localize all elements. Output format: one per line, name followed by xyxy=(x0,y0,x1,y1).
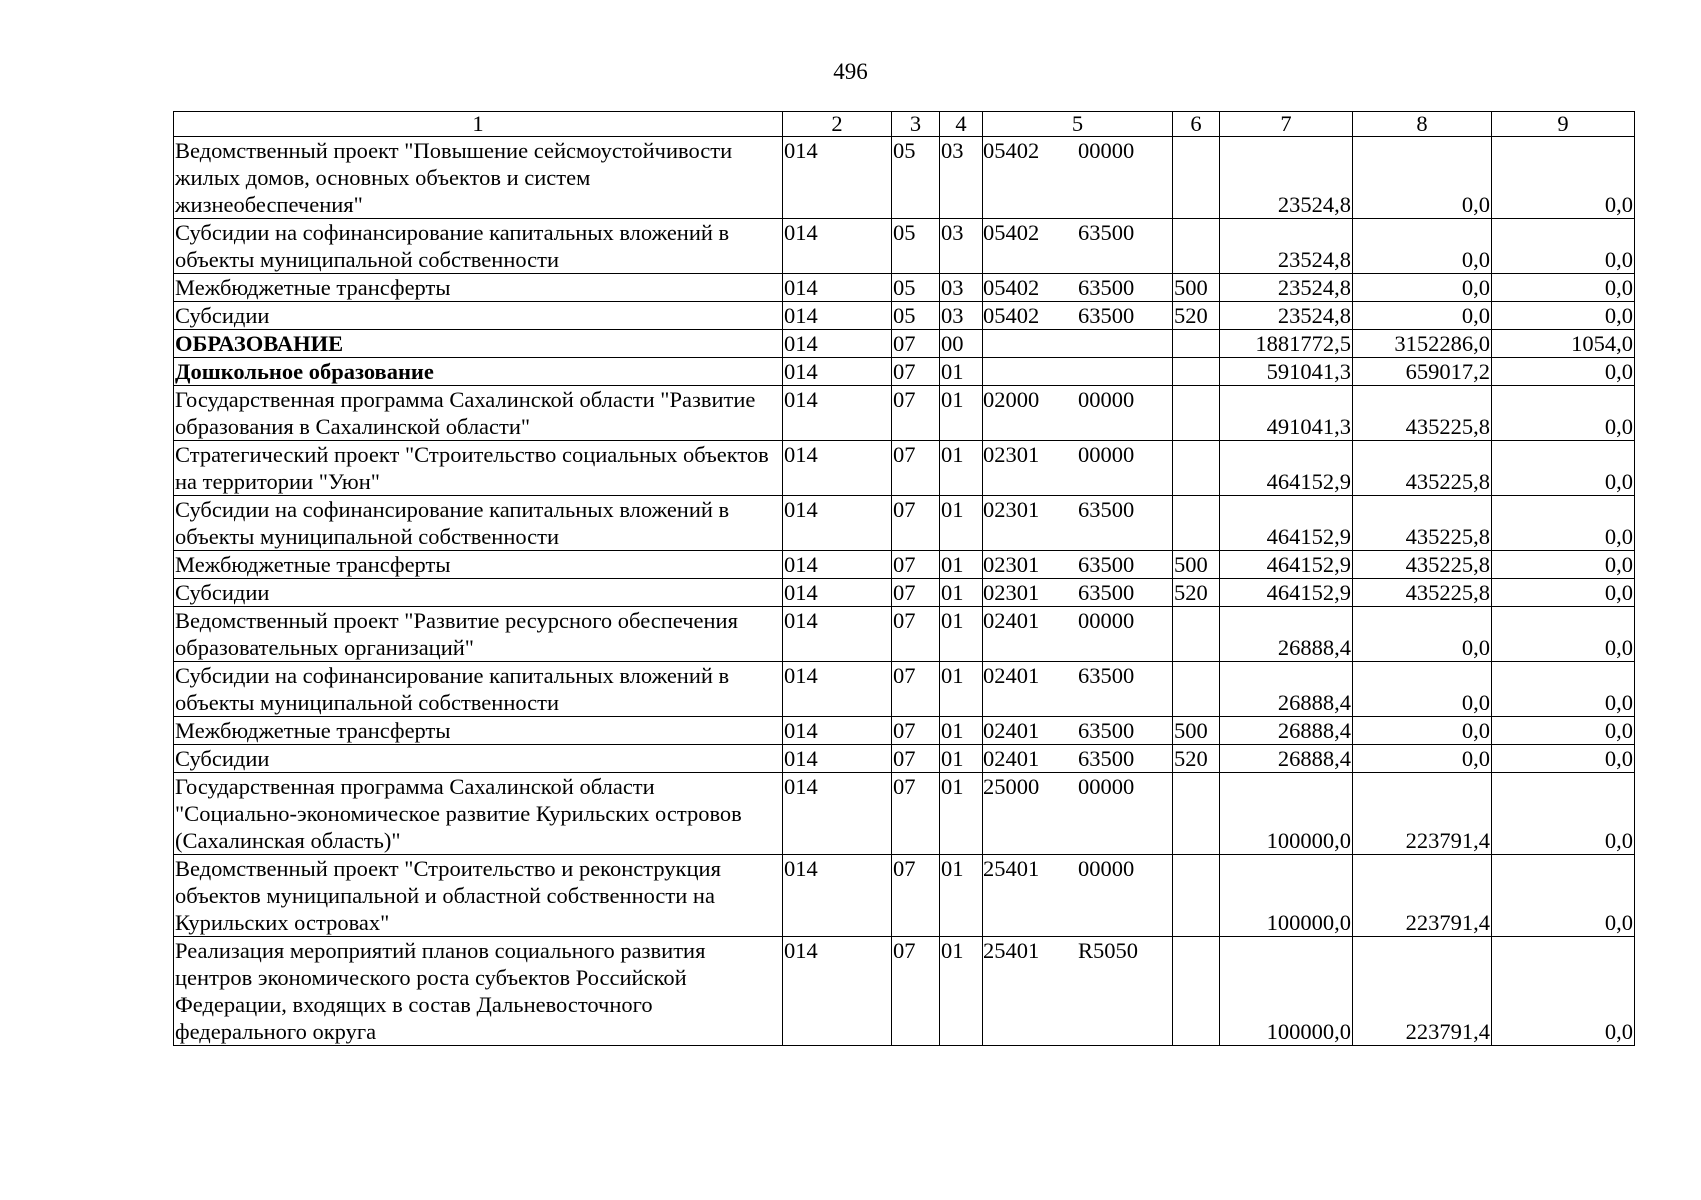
table-row xyxy=(174,386,1635,441)
subsection-cell: 01 xyxy=(940,662,983,717)
subsection-cell: 01 xyxy=(940,496,983,551)
table-row xyxy=(174,717,1635,745)
amount-col9-cell: 0,0 xyxy=(1492,274,1635,302)
row-name-cell: ОБРАЗОВАНИЕ xyxy=(174,330,783,358)
expense-type-cell xyxy=(1173,441,1220,496)
subsection-cell: 01 xyxy=(940,579,983,607)
expense-type-cell: 500 xyxy=(1173,717,1220,745)
amount-col8-cell: 435225,8 xyxy=(1353,496,1492,551)
table-row xyxy=(174,358,1635,386)
row-name-cell: Субсидии xyxy=(174,745,783,773)
amount-col8-cell: 0,0 xyxy=(1353,302,1492,330)
row-name-cell: Субсидии на софинансирование капитальных вложений в объекты муниципальной собственности xyxy=(174,496,783,551)
amount-col7-cell: 23524,8 xyxy=(1220,302,1353,330)
amount-col7-cell: 1881772,5 xyxy=(1220,330,1353,358)
column-header: 3 xyxy=(892,112,940,137)
direction-code: 63500 xyxy=(1078,303,1135,328)
admin-code-cell: 014 xyxy=(783,937,892,1046)
target-article-cell xyxy=(983,358,1173,386)
amount-col8-cell: 0,0 xyxy=(1353,274,1492,302)
amount-col7-cell: 100000,0 xyxy=(1220,937,1353,1046)
column-header: 1 xyxy=(174,112,783,137)
amount-col8-cell: 659017,2 xyxy=(1353,358,1492,386)
program-code: 05402 xyxy=(983,303,1040,328)
admin-code-cell: 014 xyxy=(783,496,892,551)
expense-type-cell xyxy=(1173,855,1220,937)
subsection-cell: 01 xyxy=(940,386,983,441)
row-name-cell: Реализация мероприятий планов социального развития центров экономического роста субъектов Российской Федерации, входящих в состав Дальневосточного федерального округа xyxy=(174,937,783,1046)
admin-code-cell: 014 xyxy=(783,717,892,745)
column-header: 9 xyxy=(1492,112,1635,137)
section-cell: 07 xyxy=(892,662,940,717)
direction-code: 63500 xyxy=(1078,663,1135,688)
table-row xyxy=(174,302,1635,330)
program-code: 25401 xyxy=(983,938,1040,963)
section-cell: 07 xyxy=(892,330,940,358)
admin-code-cell: 014 xyxy=(783,302,892,330)
program-code: 02401 xyxy=(983,608,1040,633)
row-name-cell: Субсидии xyxy=(174,302,783,330)
row-name-cell: Дошкольное образование xyxy=(174,358,783,386)
direction-code: 63500 xyxy=(1078,497,1135,522)
amount-col7-cell: 26888,4 xyxy=(1220,717,1353,745)
expense-type-cell: 500 xyxy=(1173,274,1220,302)
direction-code: 00000 xyxy=(1078,442,1135,467)
amount-col7-cell: 26888,4 xyxy=(1220,607,1353,662)
row-name-cell: Субсидии на софинансирование капитальных вложений в объекты муниципальной собственности xyxy=(174,662,783,717)
program-code: 02301 xyxy=(983,497,1040,522)
target-article-cell xyxy=(983,386,1173,441)
amount-col9-cell: 0,0 xyxy=(1492,386,1635,441)
table-row xyxy=(174,330,1635,358)
amount-col8-cell: 0,0 xyxy=(1353,137,1492,219)
amount-col9-cell: 0,0 xyxy=(1492,579,1635,607)
target-article-cell xyxy=(983,302,1173,330)
row-name-cell: Межбюджетные трансферты xyxy=(174,274,783,302)
target-article-cell xyxy=(983,496,1173,551)
table-row xyxy=(174,441,1635,496)
amount-col7-cell: 591041,3 xyxy=(1220,358,1353,386)
program-code: 02301 xyxy=(983,580,1040,605)
admin-code-cell: 014 xyxy=(783,607,892,662)
table-row xyxy=(174,855,1635,937)
section-cell: 07 xyxy=(892,717,940,745)
table-row xyxy=(174,219,1635,274)
admin-code-cell: 014 xyxy=(783,441,892,496)
admin-code-cell: 014 xyxy=(783,855,892,937)
subsection-cell: 03 xyxy=(940,302,983,330)
column-header: 4 xyxy=(940,112,983,137)
target-article-cell xyxy=(983,717,1173,745)
subsection-cell: 03 xyxy=(940,219,983,274)
amount-col7-cell: 23524,8 xyxy=(1220,274,1353,302)
amount-col7-cell: 26888,4 xyxy=(1220,745,1353,773)
expense-type-cell xyxy=(1173,137,1220,219)
amount-col8-cell: 223791,4 xyxy=(1353,937,1492,1046)
target-article-cell xyxy=(983,773,1173,855)
subsection-cell: 03 xyxy=(940,274,983,302)
admin-code-cell: 014 xyxy=(783,358,892,386)
table-row xyxy=(174,137,1635,219)
admin-code-cell: 014 xyxy=(783,551,892,579)
row-name-cell: Стратегический проект "Строительство социальных объектов на территории "Уюн" xyxy=(174,441,783,496)
section-cell: 07 xyxy=(892,745,940,773)
amount-col9-cell: 0,0 xyxy=(1492,358,1635,386)
column-header: 6 xyxy=(1173,112,1220,137)
amount-col9-cell: 0,0 xyxy=(1492,302,1635,330)
section-cell: 05 xyxy=(892,302,940,330)
amount-col8-cell: 435225,8 xyxy=(1353,551,1492,579)
direction-code: 63500 xyxy=(1078,718,1135,743)
amount-col8-cell: 223791,4 xyxy=(1353,855,1492,937)
amount-col7-cell: 100000,0 xyxy=(1220,855,1353,937)
subsection-cell: 01 xyxy=(940,551,983,579)
amount-col8-cell: 435225,8 xyxy=(1353,386,1492,441)
section-cell: 07 xyxy=(892,551,940,579)
program-code: 05402 xyxy=(983,138,1040,163)
target-article-cell xyxy=(983,855,1173,937)
amount-col9-cell: 0,0 xyxy=(1492,219,1635,274)
section-cell: 05 xyxy=(892,274,940,302)
target-article-cell xyxy=(983,330,1173,358)
expense-type-cell xyxy=(1173,330,1220,358)
amount-col8-cell: 0,0 xyxy=(1353,717,1492,745)
row-name-cell: Субсидии на софинансирование капитальных вложений в объекты муниципальной собственности xyxy=(174,219,783,274)
target-article-cell xyxy=(983,745,1173,773)
subsection-cell: 03 xyxy=(940,137,983,219)
admin-code-cell: 014 xyxy=(783,330,892,358)
row-name-cell: Ведомственный проект "Развитие ресурсного обеспечения образовательных организаций" xyxy=(174,607,783,662)
table-row xyxy=(174,579,1635,607)
amount-col9-cell: 1054,0 xyxy=(1492,330,1635,358)
target-article-cell xyxy=(983,219,1173,274)
program-code: 05402 xyxy=(983,275,1040,300)
amount-col8-cell: 0,0 xyxy=(1353,219,1492,274)
section-cell: 07 xyxy=(892,441,940,496)
table-row xyxy=(174,937,1635,1046)
expense-type-cell xyxy=(1173,358,1220,386)
subsection-cell: 01 xyxy=(940,441,983,496)
row-name-cell: Ведомственный проект "Повышение сейсмоустойчивости жилых домов, основных объектов и систем жизнеобеспечения" xyxy=(174,137,783,219)
program-code: 05402 xyxy=(983,220,1040,245)
program-code: 25401 xyxy=(983,856,1040,881)
amount-col9-cell: 0,0 xyxy=(1492,717,1635,745)
program-code: 02000 xyxy=(983,387,1040,412)
amount-col7-cell: 26888,4 xyxy=(1220,662,1353,717)
section-cell: 05 xyxy=(892,219,940,274)
row-name-cell: Субсидии xyxy=(174,579,783,607)
subsection-cell: 01 xyxy=(940,717,983,745)
amount-col7-cell: 23524,8 xyxy=(1220,219,1353,274)
table-row xyxy=(174,496,1635,551)
amount-col8-cell: 435225,8 xyxy=(1353,579,1492,607)
program-code: 25000 xyxy=(983,774,1040,799)
subsection-cell: 01 xyxy=(940,607,983,662)
direction-code: 63500 xyxy=(1078,552,1135,577)
admin-code-cell: 014 xyxy=(783,773,892,855)
admin-code-cell: 014 xyxy=(783,386,892,441)
table-row xyxy=(174,551,1635,579)
target-article-cell xyxy=(983,662,1173,717)
program-code: 02401 xyxy=(983,746,1040,771)
target-article-cell xyxy=(983,551,1173,579)
section-cell: 07 xyxy=(892,386,940,441)
subsection-cell: 01 xyxy=(940,745,983,773)
table-row xyxy=(174,773,1635,855)
row-name-cell: Межбюджетные трансферты xyxy=(174,551,783,579)
expense-type-cell: 500 xyxy=(1173,551,1220,579)
column-header: 2 xyxy=(783,112,892,137)
direction-code: 00000 xyxy=(1078,138,1135,163)
amount-col9-cell: 0,0 xyxy=(1492,662,1635,717)
amount-col9-cell: 0,0 xyxy=(1492,745,1635,773)
column-header: 7 xyxy=(1220,112,1353,137)
row-name-cell: Государственная программа Сахалинской области "Социально-экономическое развитие Курильских островов (Сахалинская область)" xyxy=(174,773,783,855)
amount-col8-cell: 0,0 xyxy=(1353,745,1492,773)
subsection-cell: 01 xyxy=(940,855,983,937)
expense-type-cell: 520 xyxy=(1173,302,1220,330)
column-header: 5 xyxy=(983,112,1173,137)
table-row xyxy=(174,745,1635,773)
target-article-cell xyxy=(983,937,1173,1046)
section-cell: 07 xyxy=(892,607,940,662)
expense-type-cell xyxy=(1173,937,1220,1046)
amount-col9-cell: 0,0 xyxy=(1492,551,1635,579)
direction-code: 63500 xyxy=(1078,580,1135,605)
target-article-cell xyxy=(983,137,1173,219)
amount-col7-cell: 464152,9 xyxy=(1220,441,1353,496)
page-number: 496 xyxy=(833,59,868,84)
subsection-cell: 00 xyxy=(940,330,983,358)
amount-col9-cell: 0,0 xyxy=(1492,937,1635,1046)
expense-type-cell xyxy=(1173,386,1220,441)
amount-col8-cell: 3152286,0 xyxy=(1353,330,1492,358)
expense-type-cell xyxy=(1173,219,1220,274)
direction-code: 63500 xyxy=(1078,220,1135,245)
target-article-cell xyxy=(983,441,1173,496)
admin-code-cell: 014 xyxy=(783,745,892,773)
row-name-cell: Государственная программа Сахалинской области "Развитие образования в Сахалинской области" xyxy=(174,386,783,441)
amount-col7-cell: 491041,3 xyxy=(1220,386,1353,441)
row-name-cell: Межбюджетные трансферты xyxy=(174,717,783,745)
target-article-cell xyxy=(983,274,1173,302)
amount-col8-cell: 0,0 xyxy=(1353,662,1492,717)
amount-col8-cell: 435225,8 xyxy=(1353,441,1492,496)
program-code: 02301 xyxy=(983,442,1040,467)
target-article-cell xyxy=(983,579,1173,607)
admin-code-cell: 014 xyxy=(783,662,892,717)
subsection-cell: 01 xyxy=(940,937,983,1046)
amount-col9-cell: 0,0 xyxy=(1492,773,1635,855)
amount-col8-cell: 0,0 xyxy=(1353,607,1492,662)
amount-col9-cell: 0,0 xyxy=(1492,496,1635,551)
program-code: 02301 xyxy=(983,552,1040,577)
admin-code-cell: 014 xyxy=(783,579,892,607)
row-name-cell: Ведомственный проект "Строительство и реконструкция объектов муниципальной и областной собственности на Курильских островах" xyxy=(174,855,783,937)
direction-code: R5050 xyxy=(1078,938,1139,963)
expense-type-cell xyxy=(1173,496,1220,551)
direction-code: 00000 xyxy=(1078,774,1135,799)
subsection-cell: 01 xyxy=(940,358,983,386)
table-row xyxy=(174,607,1635,662)
table-row xyxy=(174,662,1635,717)
amount-col7-cell: 100000,0 xyxy=(1220,773,1353,855)
section-cell: 07 xyxy=(892,496,940,551)
amount-col7-cell: 23524,8 xyxy=(1220,137,1353,219)
subsection-cell: 01 xyxy=(940,773,983,855)
admin-code-cell: 014 xyxy=(783,274,892,302)
amount-col9-cell: 0,0 xyxy=(1492,607,1635,662)
direction-code: 63500 xyxy=(1078,275,1135,300)
table-row xyxy=(174,274,1635,302)
amount-col7-cell: 464152,9 xyxy=(1220,496,1353,551)
admin-code-cell: 014 xyxy=(783,137,892,219)
amount-col8-cell: 223791,4 xyxy=(1353,773,1492,855)
expense-type-cell: 520 xyxy=(1173,579,1220,607)
admin-code-cell: 014 xyxy=(783,219,892,274)
target-article-cell xyxy=(983,607,1173,662)
direction-code: 00000 xyxy=(1078,387,1135,412)
amount-col9-cell: 0,0 xyxy=(1492,441,1635,496)
amount-col7-cell: 464152,9 xyxy=(1220,579,1353,607)
section-cell: 07 xyxy=(892,579,940,607)
expense-type-cell: 520 xyxy=(1173,745,1220,773)
expense-type-cell xyxy=(1173,773,1220,855)
amount-col9-cell: 0,0 xyxy=(1492,855,1635,937)
section-cell: 07 xyxy=(892,937,940,1046)
program-code: 02401 xyxy=(983,718,1040,743)
section-cell: 05 xyxy=(892,137,940,219)
section-cell: 07 xyxy=(892,358,940,386)
amount-col9-cell: 0,0 xyxy=(1492,137,1635,219)
section-cell: 07 xyxy=(892,773,940,855)
program-code: 02401 xyxy=(983,663,1040,688)
direction-code: 00000 xyxy=(1078,608,1135,633)
expense-type-cell xyxy=(1173,662,1220,717)
direction-code: 63500 xyxy=(1078,746,1135,771)
budget-table xyxy=(173,111,1635,1046)
direction-code: 00000 xyxy=(1078,856,1135,881)
amount-col7-cell: 464152,9 xyxy=(1220,551,1353,579)
column-header: 8 xyxy=(1353,112,1492,137)
expense-type-cell xyxy=(1173,607,1220,662)
section-cell: 07 xyxy=(892,855,940,937)
table-header-row xyxy=(174,112,1635,137)
